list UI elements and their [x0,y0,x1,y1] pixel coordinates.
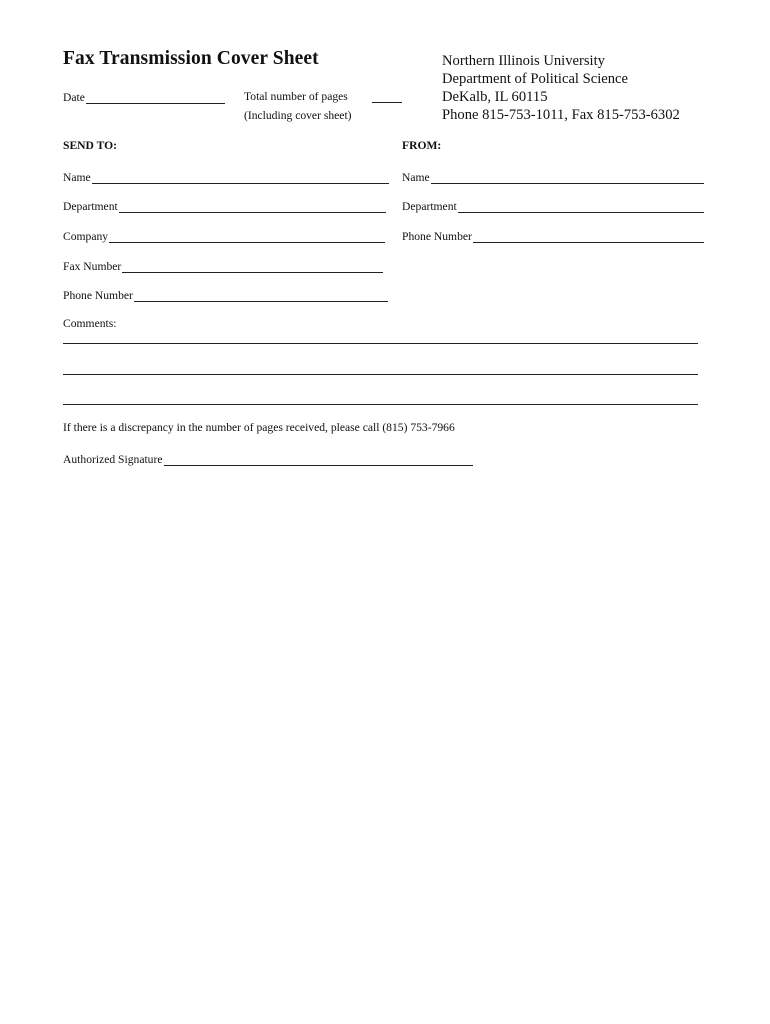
send-to-name-label: Name [63,171,91,184]
comments-line[interactable] [63,343,698,344]
from-name-line[interactable] [431,173,704,184]
comments-line[interactable] [63,404,698,405]
from-name-label: Name [402,171,430,184]
send-to-company-field[interactable] [63,228,385,243]
org-phone-fax: Phone 815-753-1011, Fax 815-753-6302 [442,107,680,123]
send-to-fax-line[interactable] [122,262,383,273]
date-label: Date [63,91,85,104]
from-phone-line[interactable] [473,232,704,243]
from-heading: FROM: [402,139,442,152]
pages-note: (Including cover sheet) [244,109,352,122]
send-to-phone-field[interactable] [63,287,388,302]
send-to-department-field[interactable] [63,198,386,213]
from-name-field[interactable] [402,169,704,184]
from-department-line[interactable] [458,202,704,213]
comments-line[interactable] [63,374,698,375]
discrepancy-note: If there is a discrepancy in the number of pages received, please call (815) 753-7966 [63,421,455,434]
date-field[interactable] [63,89,225,104]
pages-line[interactable] [372,102,402,103]
org-name: Northern Illinois University [442,53,605,69]
signature-label: Authorized Signature [63,453,163,466]
comments-label: Comments: [63,317,117,330]
page-title: Fax Transmission Cover Sheet [63,48,319,69]
send-to-company-line[interactable] [109,232,385,243]
org-address: DeKalb, IL 60115 [442,89,548,105]
date-line[interactable] [86,93,225,104]
send-to-fax-field[interactable] [63,258,383,273]
send-to-name-field[interactable] [63,169,389,184]
send-to-department-label: Department [63,200,118,213]
send-to-phone-line[interactable] [134,291,388,302]
from-phone-field[interactable] [402,228,704,243]
pages-label: Total number of pages [244,90,348,103]
send-to-name-line[interactable] [92,173,389,184]
from-phone-label: Phone Number [402,230,472,243]
send-to-fax-label: Fax Number [63,260,122,273]
signature-field[interactable] [63,451,473,466]
signature-line[interactable] [164,455,474,466]
org-department: Department of Political Science [442,71,629,87]
send-to-heading: SEND TO: [63,139,118,152]
send-to-phone-label: Phone Number [63,289,133,302]
from-department-field[interactable] [402,198,704,213]
send-to-department-line[interactable] [119,202,386,213]
send-to-company-label: Company [63,230,109,243]
from-department-label: Department [402,200,457,213]
